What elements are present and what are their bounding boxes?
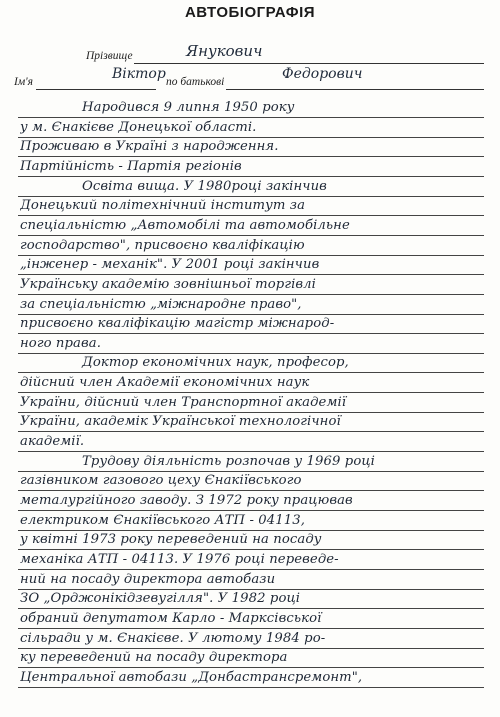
handwritten-line: України, дійсний член Транспортної академії <box>20 394 347 410</box>
handwritten-line: механіка АТП - 04113. У 1976 році переведе- <box>20 551 339 567</box>
patronymic-label: по батькові <box>166 76 225 88</box>
handwritten-line: ЗО „Орджонікідзевугілля". У 1982 році <box>20 591 301 607</box>
handwritten-line: у м. Єнакієве Донецької області. <box>20 119 257 135</box>
surname-value: Янукович <box>186 42 263 60</box>
handwritten-line: спеціальністю „Автомобілі та автомобільне <box>20 217 350 233</box>
document-title: АВТОБІОГРАФІЯ <box>184 4 316 21</box>
handwritten-line: Проживаю в Україні з народження. <box>20 139 279 155</box>
handwritten-line: ку переведений на посаду директора <box>20 650 288 666</box>
handwritten-line: Трудову діяльність розпочав у 1969 році <box>82 453 375 469</box>
name-value: Віктор <box>112 66 166 82</box>
handwritten-line: дійсний член Академії економічних наук <box>20 375 310 391</box>
handwritten-line: України, академік Української технологічної <box>20 414 341 430</box>
handwritten-line: обраний депутатом Карло - Марксівської <box>20 610 322 626</box>
handwritten-line: ний на посаду директора автобази <box>20 571 276 587</box>
handwritten-line: Освіта вища. У 1980році закінчив <box>82 178 327 194</box>
handwritten-line: присвоєно кваліфікацію магістр міжнарод- <box>20 316 335 332</box>
ruled-line <box>18 687 484 688</box>
handwritten-line: Центральної автобази „Донбастрансремонт", <box>20 669 363 685</box>
handwritten-line: у квітні 1973 року переведений на посаду <box>20 532 322 548</box>
name-line <box>36 89 156 90</box>
handwritten-line: академії. <box>20 434 85 450</box>
handwritten-line: металургійного заводу. З 1972 року працював <box>20 493 353 508</box>
handwritten-line: „інженер - механік". У 2001 році закінчив <box>20 257 320 273</box>
handwritten-line: за спеціальністю „міжнародне право", <box>20 296 302 312</box>
patronymic-line <box>226 89 484 90</box>
handwritten-line: сільради у м. Єнакієве. У лютому 1984 ро- <box>20 630 326 646</box>
handwritten-line: Партійність - Партія регіонів <box>20 158 242 174</box>
handwritten-line: Народився 9 липня 1950 року <box>82 100 295 115</box>
surname-label: Прізвище <box>86 50 133 62</box>
handwritten-line: газівником газового цеху Єнакіївського <box>20 473 302 489</box>
handwritten-line: Українську академію зовнішньої торгівлі <box>20 276 316 292</box>
handwritten-line: господарство", присвоєно кваліфікацію <box>20 237 305 253</box>
name-label: Ім'я <box>14 76 33 88</box>
surname-line <box>134 63 484 64</box>
handwritten-line: Доктор економічних наук, професор, <box>82 355 349 371</box>
patronymic-value: Федорович <box>282 66 363 82</box>
handwritten-line: електриком Єнакіївського АТП - 04113, <box>20 512 306 528</box>
handwritten-line: Донецький політехнічний інститут за <box>20 198 306 214</box>
handwritten-line: ного права. <box>20 335 102 351</box>
